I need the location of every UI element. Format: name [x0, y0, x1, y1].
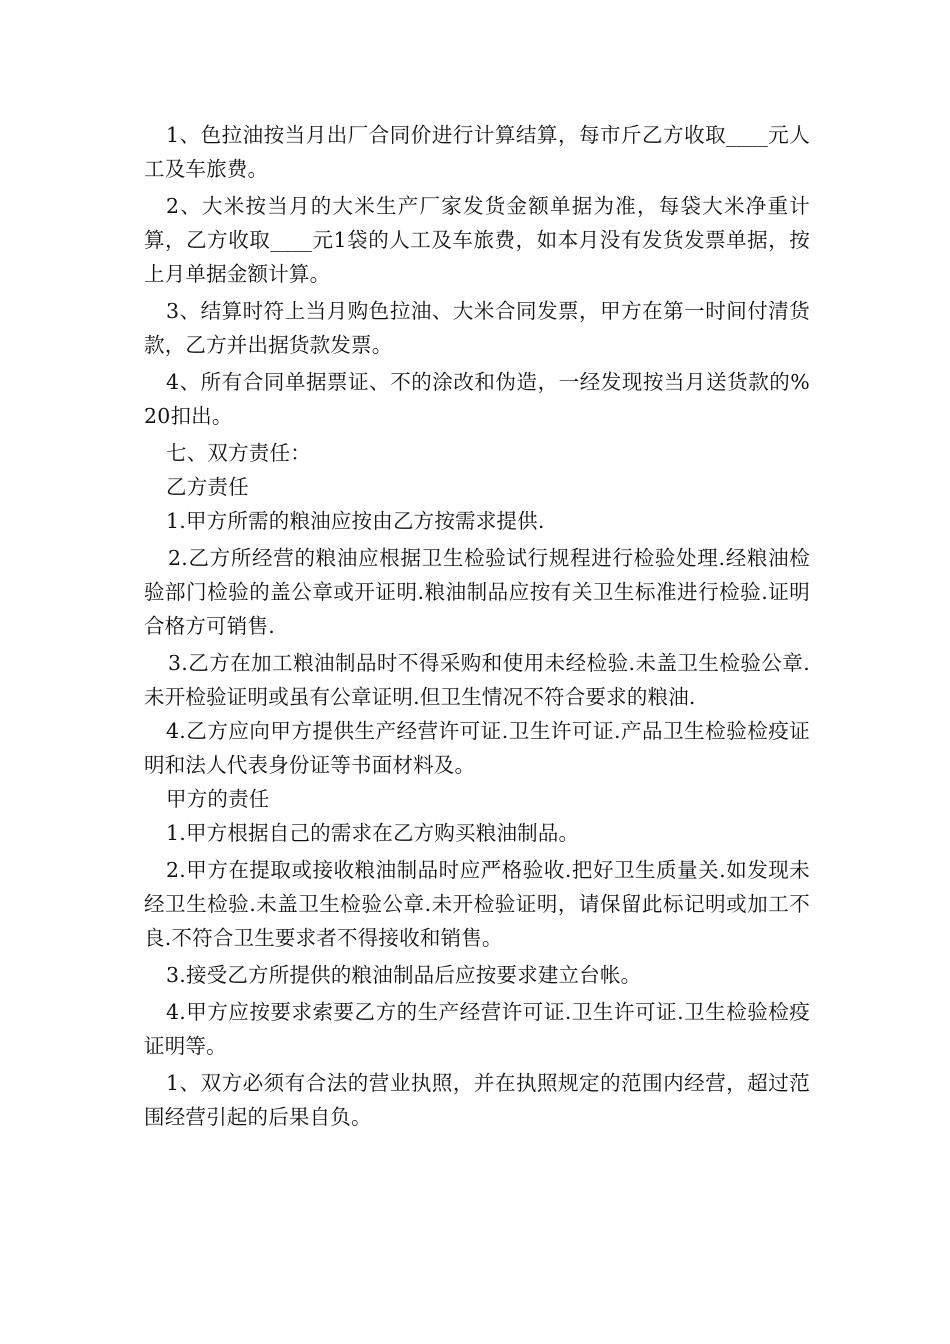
paragraph-settlement-oil: 1、色拉油按当月出厂合同价进行计算结算，每市斤乙方收取____元人工及车旅费。 — [144, 123, 810, 181]
paragraph-legal-license: 1、双方必须有合法的营业执照，并在执照规定的范围内经营，超过范围经营引起的后果自负。 — [144, 1071, 810, 1129]
paragraph-invoice: 3、结算时符上当月购色拉油、大米合同发票，甲方在第一时间付清货款，乙方并出据货款发票。 — [144, 299, 810, 357]
paragraph-party-b-4: 4.乙方应向甲方提供生产经营许可证.卫生许可证.产品卫生检验检疫证明和法人代表身份证等书面材料及。 — [144, 719, 810, 777]
subheading-party-b: 乙方责任 — [166, 475, 249, 499]
document-body — [144, 118, 810, 1134]
paragraph-settlement-rice: 2、大米按当月的大米生产厂家发货金额单据为准，每袋大米净重计算，乙方收取____元1袋的人工及车旅费，如本月没有发货发票单据，按上月单据金额计算。 — [144, 194, 810, 286]
paragraph-party-b-1: 1.甲方所需的粮油应按由乙方按需求提供. — [166, 509, 545, 533]
paragraph-party-b-2: 2.乙方所经营的粮油应根据卫生检验试行规程进行检验处理.经粮油检验部门检验的盖公章或开证明.粮油制品应按有关卫生标准进行检验.证明合格方可销售. — [144, 546, 810, 638]
paragraph-party-b-3: 3.乙方在加工粮油制品时不得采购和使用未经检验.未盖卫生检验公章.未开检验证明或虽有公章证明.但卫生情况不符合要求的粮油. — [144, 651, 810, 709]
paragraph-party-a-4: 4.甲方应按要求索要乙方的生产经营许可证.卫生许可证.卫生检验检疫证明等。 — [144, 1000, 810, 1058]
section-heading-responsibilities: 七、双方责任： — [166, 441, 311, 465]
paragraph-party-a-3: 3.接受乙方所提供的粮油制品后应按要求建立台帐。 — [166, 963, 642, 987]
paragraph-no-alteration: 4、所有合同单据票证、不的涂改和伪造，一经发现按当月送货款的%20扣出。 — [144, 370, 810, 428]
paragraph-party-a-2: 2.甲方在提取或接收粮油制品时应严格验收.把好卫生质量关.如发现未经卫生检验.未盖卫生检验公章.未开检验证明，请保留此标记明或加工不良.不符合卫生要求者不得接收和销售。 — [144, 858, 810, 950]
paragraph-party-a-1: 1.甲方根据自己的需求在乙方购买粮油制品。 — [166, 821, 580, 845]
subheading-party-a: 甲方的责任 — [166, 787, 270, 811]
